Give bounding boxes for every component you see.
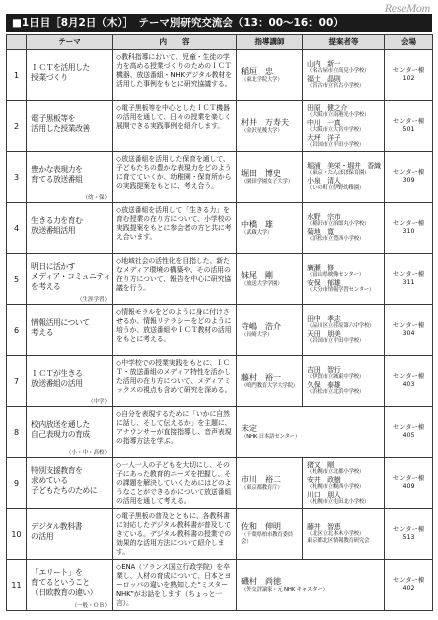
presenters-cell xyxy=(303,101,385,152)
venue-cell xyxy=(385,305,433,356)
venue xyxy=(385,356,432,406)
presenter xyxy=(307,177,382,192)
content-text: ◇情報モラルをどのように身に付けさせるか、情報リテラシーをどのように培うか、放送番組やＩＣＴ教材の活用をもとに考える。 xyxy=(116,308,232,343)
presenter-name: 安保 郁雄 xyxy=(307,279,341,287)
row-number-cell xyxy=(7,509,27,560)
theme-line: 子どもたちのために xyxy=(31,486,98,495)
presenter-name: 川口 朋人 xyxy=(307,490,341,499)
presenter xyxy=(307,134,382,149)
theme-text xyxy=(27,203,112,253)
audience-tag: （幼・保） xyxy=(82,195,110,201)
instructor xyxy=(237,203,302,253)
theme-line: 放送番組活用 xyxy=(31,226,76,235)
presenter-affiliation: （浜松市立北浜中学校） xyxy=(307,389,365,395)
presenter-name: 山内 新一 xyxy=(307,60,341,68)
theme-text xyxy=(27,101,112,151)
table-row xyxy=(7,305,433,356)
presenter xyxy=(307,315,382,330)
presenter-name: 藤井 智恵 xyxy=(307,523,341,531)
instructor xyxy=(237,152,302,202)
presenter xyxy=(307,491,382,506)
venue-line: センター棟 xyxy=(392,475,425,482)
row-number: 1 xyxy=(13,70,20,80)
venue-line: 403 xyxy=(402,381,415,388)
presenter-affiliation: （名古屋市立高見小学校） xyxy=(307,68,370,74)
venue xyxy=(385,407,432,457)
row-number: 7 xyxy=(13,376,20,386)
content-cell xyxy=(113,50,237,101)
venue-cell xyxy=(385,101,433,152)
presenters-list xyxy=(303,509,384,559)
instructor xyxy=(237,254,302,304)
presenter-name: 福士 晶則 xyxy=(307,75,341,83)
theme-text xyxy=(27,458,112,508)
table-row xyxy=(7,254,433,305)
presenter-affiliation: （稲沢市立治郎丸小学校） xyxy=(307,221,370,227)
presenter-name: 天田 朋美 xyxy=(307,330,341,338)
row-number: 9 xyxy=(13,478,20,488)
row-number-cell xyxy=(7,254,27,305)
row-number: 2 xyxy=(13,121,20,131)
theme-cell xyxy=(27,356,113,407)
row-number-cell xyxy=(7,203,27,254)
presenter-name: 吉田 智行 xyxy=(307,366,341,374)
presenter xyxy=(307,60,382,75)
presenters-cell xyxy=(303,509,385,560)
presenters-list xyxy=(303,203,384,253)
presenter xyxy=(307,461,382,476)
content-cell xyxy=(113,560,237,611)
presenters-column-header: 提案者等 xyxy=(303,35,385,50)
theme-line: （日欧教育の違い） xyxy=(31,588,98,597)
content-text: ◇自分を表現するために「いかに自然に話し、そして伝えるか」を主題に、アナウンサーが直接指導し、音声表現の指導方法を学ぶ。 xyxy=(116,410,232,445)
venue-line: 405 xyxy=(402,432,415,439)
row-number-cell xyxy=(7,458,27,509)
venue-line: 513 xyxy=(402,534,415,541)
presenter-affiliation: （札幌市立屯田北小学校） xyxy=(307,498,370,505)
theme-cell xyxy=(27,254,113,305)
instructor-cell xyxy=(237,152,303,203)
presenter xyxy=(307,366,382,381)
theme-cell xyxy=(27,203,113,254)
theme-line: 校内放送を通した xyxy=(31,420,90,429)
content-cell xyxy=(113,407,237,458)
instructor-cell xyxy=(237,458,303,509)
venue xyxy=(385,203,432,253)
row-number: 4 xyxy=(13,223,20,233)
presenters-list xyxy=(303,305,384,355)
theme-cell xyxy=(27,305,113,356)
content-text: ◇一人一人の子どもを大切にし、その子にあった教育的ニーズを把握し、その課題を解決していくためにはどのようなことができるかについて放送番組の活用を通して考える。 xyxy=(116,461,232,505)
row-number-cell xyxy=(7,305,27,356)
venue-line: 310 xyxy=(402,228,415,235)
instructor-cell xyxy=(237,305,303,356)
instructor-affiliation: （放送大学学園） xyxy=(241,280,283,287)
presenter-affiliation: （品川区立荏原第六中学校） xyxy=(307,323,375,329)
instructor-name: 寺嶋 浩介 xyxy=(241,321,281,331)
row-number-cell xyxy=(7,101,27,152)
presenters-cell xyxy=(303,203,385,254)
presenter-affiliation: （岩国市立平田中学校） xyxy=(307,338,365,344)
instructor xyxy=(237,356,302,406)
presenters-list xyxy=(303,254,384,304)
presenter-name: 久保 泰雄 xyxy=(307,381,341,389)
venue-cell xyxy=(385,356,433,407)
table-row xyxy=(7,101,433,152)
instructor-name: 藤村 裕一 xyxy=(241,372,281,382)
venue-line: 304 xyxy=(402,330,415,337)
venue-cell xyxy=(385,254,433,305)
row-number: 8 xyxy=(13,427,20,437)
instructor xyxy=(237,407,384,457)
presenter-affiliation: （浜松市立豊西小学校） xyxy=(307,236,365,242)
presenters-cell xyxy=(303,50,385,101)
venue xyxy=(385,458,432,508)
content-cell xyxy=(113,254,237,305)
venue xyxy=(385,254,432,304)
theme-cell xyxy=(27,509,113,560)
theme-text xyxy=(27,305,112,355)
presenter xyxy=(307,104,382,119)
presenter-affiliation: （岩国市立平田小学校） xyxy=(307,141,365,148)
instructor-affiliation: （東京都教育庁） xyxy=(241,484,283,491)
instructor-cell xyxy=(237,356,303,407)
venue-line: 311 xyxy=(402,279,415,286)
venue-cell xyxy=(385,407,433,458)
presenter-name: 堀浦 美栄・堀井 香織 xyxy=(307,162,381,170)
instructor xyxy=(237,50,302,100)
theme-line: 授業づくり xyxy=(31,73,68,82)
content-text: ◇ENA（フランス国立行政学院）を卒業し、人材の育成について、日本とヨーロッパの違いを熟知した“ミスター NHK”がお話をします（ちょっと一言）。 xyxy=(116,563,232,607)
instructor-affiliation: （園田学園女子大学） xyxy=(241,178,293,185)
instructor-affiliation: （外交評論家・元 NHK キャスター） xyxy=(241,586,328,593)
instructor xyxy=(237,458,302,508)
content-text: ◇中学校での授業実践をもとに、ＩＣＴ・放送番組のメディア特性を活かした活用の在り方について、メディアミックスの視点も含めて研究を深める。 xyxy=(116,359,232,394)
venue-cell xyxy=(385,560,433,611)
presenter xyxy=(307,119,382,134)
theme-text xyxy=(27,152,112,202)
theme-text xyxy=(27,356,112,406)
table-row xyxy=(7,50,433,101)
instructor xyxy=(237,509,302,559)
venue-cell xyxy=(385,458,433,509)
venue xyxy=(385,560,432,610)
content-text: ◇放送番組を活用して「生きる力」を育む授業の在り方について、小学校の実践提案をもとに参会者の方と共に考え合います。 xyxy=(116,206,232,241)
instructor-name: 市川 裕二 xyxy=(241,474,281,484)
venue-line: 309 xyxy=(402,177,415,184)
instructor-affiliation: （千葉県柏市教育委員会） xyxy=(241,532,293,545)
theme-cell xyxy=(27,560,113,611)
venue-line: センター棟 xyxy=(392,220,425,227)
venue xyxy=(385,509,432,559)
presenter-affiliation: （大分市情報学習センター） xyxy=(307,287,375,293)
table-row xyxy=(7,203,433,254)
instructor xyxy=(237,101,302,151)
theme-line: 明日に活かす xyxy=(31,262,76,271)
presenters-list xyxy=(303,458,384,508)
venue xyxy=(385,152,432,202)
venue-line: センター棟 xyxy=(392,577,425,584)
presenter-affiliation: （富山県映像センター） xyxy=(307,272,364,278)
presenter-name: 水野 宗市 xyxy=(307,213,341,221)
row-number: 3 xyxy=(13,172,20,182)
presenter xyxy=(307,523,382,538)
instructor-name: 村井 万寿夫 xyxy=(241,117,289,127)
theme-line: 豊かな表現力を xyxy=(31,165,83,174)
venue xyxy=(385,50,432,100)
instructor-cell xyxy=(237,101,303,152)
row-number: 5 xyxy=(13,274,20,284)
venue-cell xyxy=(385,509,433,560)
presenter-affiliation: （大阪市立大宮中学校） xyxy=(307,126,365,133)
row-number: 11 xyxy=(11,580,22,590)
instructor-cell xyxy=(237,203,303,254)
presenter-name: 安井 政樹 xyxy=(307,475,341,484)
row-number-cell xyxy=(7,356,27,407)
presenter-affiliation: （北区立北本木小学校） xyxy=(307,531,365,537)
content-cell xyxy=(113,152,237,203)
venue-line: センター棟 xyxy=(392,424,425,431)
theme-cell xyxy=(27,407,113,458)
venue-line: 402 xyxy=(402,585,415,592)
presenter-name: 猪又 剛 xyxy=(307,460,334,469)
instructor-cell xyxy=(237,254,303,305)
theme-line: 情報活用について xyxy=(31,318,90,327)
presenter-name: 廣瀬 修 xyxy=(307,264,334,272)
venue-cell xyxy=(385,50,433,101)
presenters-list xyxy=(303,152,384,202)
theme-line: デジタル教科書 xyxy=(31,522,82,531)
presenter xyxy=(307,381,382,396)
instructor xyxy=(237,305,302,355)
audience-tag: （小・中・高校） xyxy=(65,450,110,456)
content-text: ◇教科指導において、児童・生徒の学力を高める授業づくりのためのＩＣＴ機器、放送番組・NHKデジタル教材を活用した事例をもとに研究協議する。 xyxy=(116,53,232,88)
venue-line: センター棟 xyxy=(392,271,425,278)
theme-line: メディア・コミュニティ xyxy=(31,272,111,281)
theme-line: 活用した授業改善 xyxy=(31,124,90,133)
table-row xyxy=(7,509,433,560)
presenter-affiliation: （大阪市立南港光小学校） xyxy=(307,111,370,118)
instructor-affiliation: （金沢星稜大学） xyxy=(241,127,283,134)
theme-line: ＩＣＴが生きる xyxy=(31,369,83,378)
row-number: 6 xyxy=(13,325,20,335)
venue-line: センター棟 xyxy=(392,118,425,125)
row-number-cell xyxy=(7,152,27,203)
instructor-name: 堀田 博史 xyxy=(241,168,281,178)
instructor-affiliation: （NHK 日本語センター） xyxy=(241,433,301,440)
content-text: ◇電子黒板の普及とともに、各教科書に対応したデジタル教科書が普及してきている。デジタル教科書の授業での効果的な活用方法について紹介します。 xyxy=(116,512,232,556)
venue-cell xyxy=(385,152,433,203)
row-number-cell xyxy=(7,50,27,101)
presenters-cell xyxy=(303,356,385,407)
venue xyxy=(385,101,432,151)
presenter xyxy=(307,162,382,177)
instructor-affiliation: （武蔵大学） xyxy=(241,229,273,236)
presenters-cell xyxy=(303,305,385,356)
venue-cell xyxy=(385,203,433,254)
presenter xyxy=(307,538,382,545)
theme-line: 育てるということ xyxy=(31,578,90,587)
theme-line: 求めている xyxy=(31,476,68,485)
theme-line: 電子黒板等を xyxy=(31,114,76,123)
row-number-cell xyxy=(7,560,27,611)
presenter-name: 菊地 寛 xyxy=(307,228,334,236)
venue-column-header: 会場 xyxy=(385,35,433,50)
theme-line: を考える xyxy=(31,282,61,291)
instructor-affiliation: （東北学院大学） xyxy=(241,76,283,83)
venue-line: 409 xyxy=(402,483,415,490)
presenter-affiliation: （伊賀市立城東中学校） xyxy=(307,374,365,380)
table-row xyxy=(7,152,433,203)
audience-tag: （一般・ＯＢ） xyxy=(71,603,110,609)
theme-column-header: テーマ xyxy=(27,35,113,50)
presenter-affiliation: （札幌市立幌西小学校） xyxy=(307,483,365,490)
content-text: ◇電子黒板等を中心としたＩＣＴ機器の活用を通して、日々の授業を楽しく展開できる実践事例を紹介します。 xyxy=(116,104,232,130)
instructor-column-header: 指導講師 xyxy=(237,35,303,50)
theme-cell xyxy=(27,458,113,509)
presenter xyxy=(307,279,382,294)
presenter xyxy=(307,264,382,279)
theme-line: 自己表現力の育成 xyxy=(31,430,90,439)
theme-line: ＩＣＴを活用した xyxy=(31,63,90,72)
content-cell xyxy=(113,101,237,152)
theme-text xyxy=(27,50,112,100)
schedule-body xyxy=(7,50,433,611)
theme-line: 「エリート」を xyxy=(31,568,83,577)
presenter xyxy=(307,213,382,228)
theme-text xyxy=(27,509,112,559)
instructor-name: 佐和 伸明 xyxy=(241,522,281,531)
table-row xyxy=(7,560,433,611)
instructor-affiliation: （鳴門教育大学大学院） xyxy=(241,382,299,389)
content-cell xyxy=(113,509,237,560)
row-number: 10 xyxy=(11,529,22,539)
presenters-cell xyxy=(303,458,385,509)
instructor xyxy=(237,560,384,610)
presenters-list xyxy=(303,356,384,406)
page-title: ■1日目［8月2日（木）］ テーマ別研究交流会（13：00〜16：00） xyxy=(6,14,432,32)
table-row xyxy=(7,356,433,407)
theme-line: 考える xyxy=(31,328,54,337)
instructor-name: 稲垣 忠 xyxy=(241,66,273,76)
table-row xyxy=(7,407,433,458)
content-cell xyxy=(113,458,237,509)
presenter xyxy=(307,330,382,345)
theme-text xyxy=(27,254,112,304)
table-header-row xyxy=(7,35,433,50)
resemom-logo: ReseMom xyxy=(384,1,430,15)
instructor-name: 未定 xyxy=(241,423,257,433)
table-row xyxy=(7,458,433,509)
instructor-cell xyxy=(237,407,385,458)
instructor-name: 中橋 雄 xyxy=(241,219,273,229)
presenters-list xyxy=(303,50,384,100)
theme-cell xyxy=(27,50,113,101)
row-number-cell xyxy=(7,407,27,458)
presenter-affiliation: （宮古市立宮古小学校） xyxy=(307,83,365,89)
presenter xyxy=(307,75,382,90)
venue xyxy=(385,305,432,355)
content-text: ◇地域社会の活性化を目指した、新たなメディア環境の構築や、その活用の在り方について、報告を中心に研究協議を行う。 xyxy=(116,257,232,292)
content-column-header: 内 容 xyxy=(113,35,237,50)
venue-line: センター棟 xyxy=(392,373,425,380)
instructor-cell xyxy=(237,509,303,560)
instructor-name: 妹尾 剛 xyxy=(241,270,273,280)
presenter-name: 田中 孝志 xyxy=(307,315,341,323)
content-cell xyxy=(113,203,237,254)
theme-line: の活用 xyxy=(31,532,54,541)
presenter-name: 中川 一真 xyxy=(307,118,341,127)
venue-line: 102 xyxy=(402,75,415,82)
instructor-name: 磯村 尚徳 xyxy=(241,576,281,586)
audience-tag: （中学） xyxy=(87,399,110,405)
presenters-cell xyxy=(303,254,385,305)
number-column-header xyxy=(7,35,27,50)
theme-text xyxy=(27,407,112,457)
venue-line: センター棟 xyxy=(392,67,425,74)
theme-text xyxy=(27,560,112,610)
presenter-affiliation: （いの町立伊野幼稚園） xyxy=(307,185,365,191)
venue-line: センター棟 xyxy=(392,169,425,176)
content-cell xyxy=(113,305,237,356)
presenters-list xyxy=(303,101,384,151)
theme-cell xyxy=(27,101,113,152)
audience-tag: （生涯学習） xyxy=(76,297,110,303)
presenter xyxy=(307,476,382,491)
presenter xyxy=(307,228,382,243)
content-cell xyxy=(113,356,237,407)
presenter-name: 田原 健之介 xyxy=(307,103,348,112)
presenter-affiliation: 東京都北区情報教育研究会 xyxy=(307,538,370,544)
theme-line: 育てる放送番組 xyxy=(31,175,83,184)
instructor-affiliation: （長崎大学） xyxy=(241,331,273,338)
schedule-table xyxy=(6,34,433,611)
venue-line: センター棟 xyxy=(392,526,425,533)
presenter-affiliation: （東京・たんぽぽ保育園） xyxy=(307,170,370,176)
theme-line: 特別支援教育を xyxy=(31,466,83,475)
venue-line: 501 xyxy=(402,126,415,133)
venue-line: センター棟 xyxy=(392,322,425,329)
presenter-name: 小泉 清人 xyxy=(307,177,341,185)
theme-cell xyxy=(27,152,113,203)
theme-line: 生きる力を育む xyxy=(31,216,83,225)
presenter-name: 大坪 洋子 xyxy=(307,133,341,142)
content-text: ◇放送番組を活用した保育を通して、子どもたちの豊かな表現力をどのように育てていくか、幼稚園・保育所からの実践提案をもとに、考え合う。 xyxy=(116,155,232,190)
instructor-cell xyxy=(237,50,303,101)
presenter-affiliation: （札幌市立北都小学校） xyxy=(307,468,365,475)
instructor-cell xyxy=(237,560,385,611)
presenters-cell xyxy=(303,152,385,203)
theme-line: 放送番組の活用 xyxy=(31,379,83,388)
